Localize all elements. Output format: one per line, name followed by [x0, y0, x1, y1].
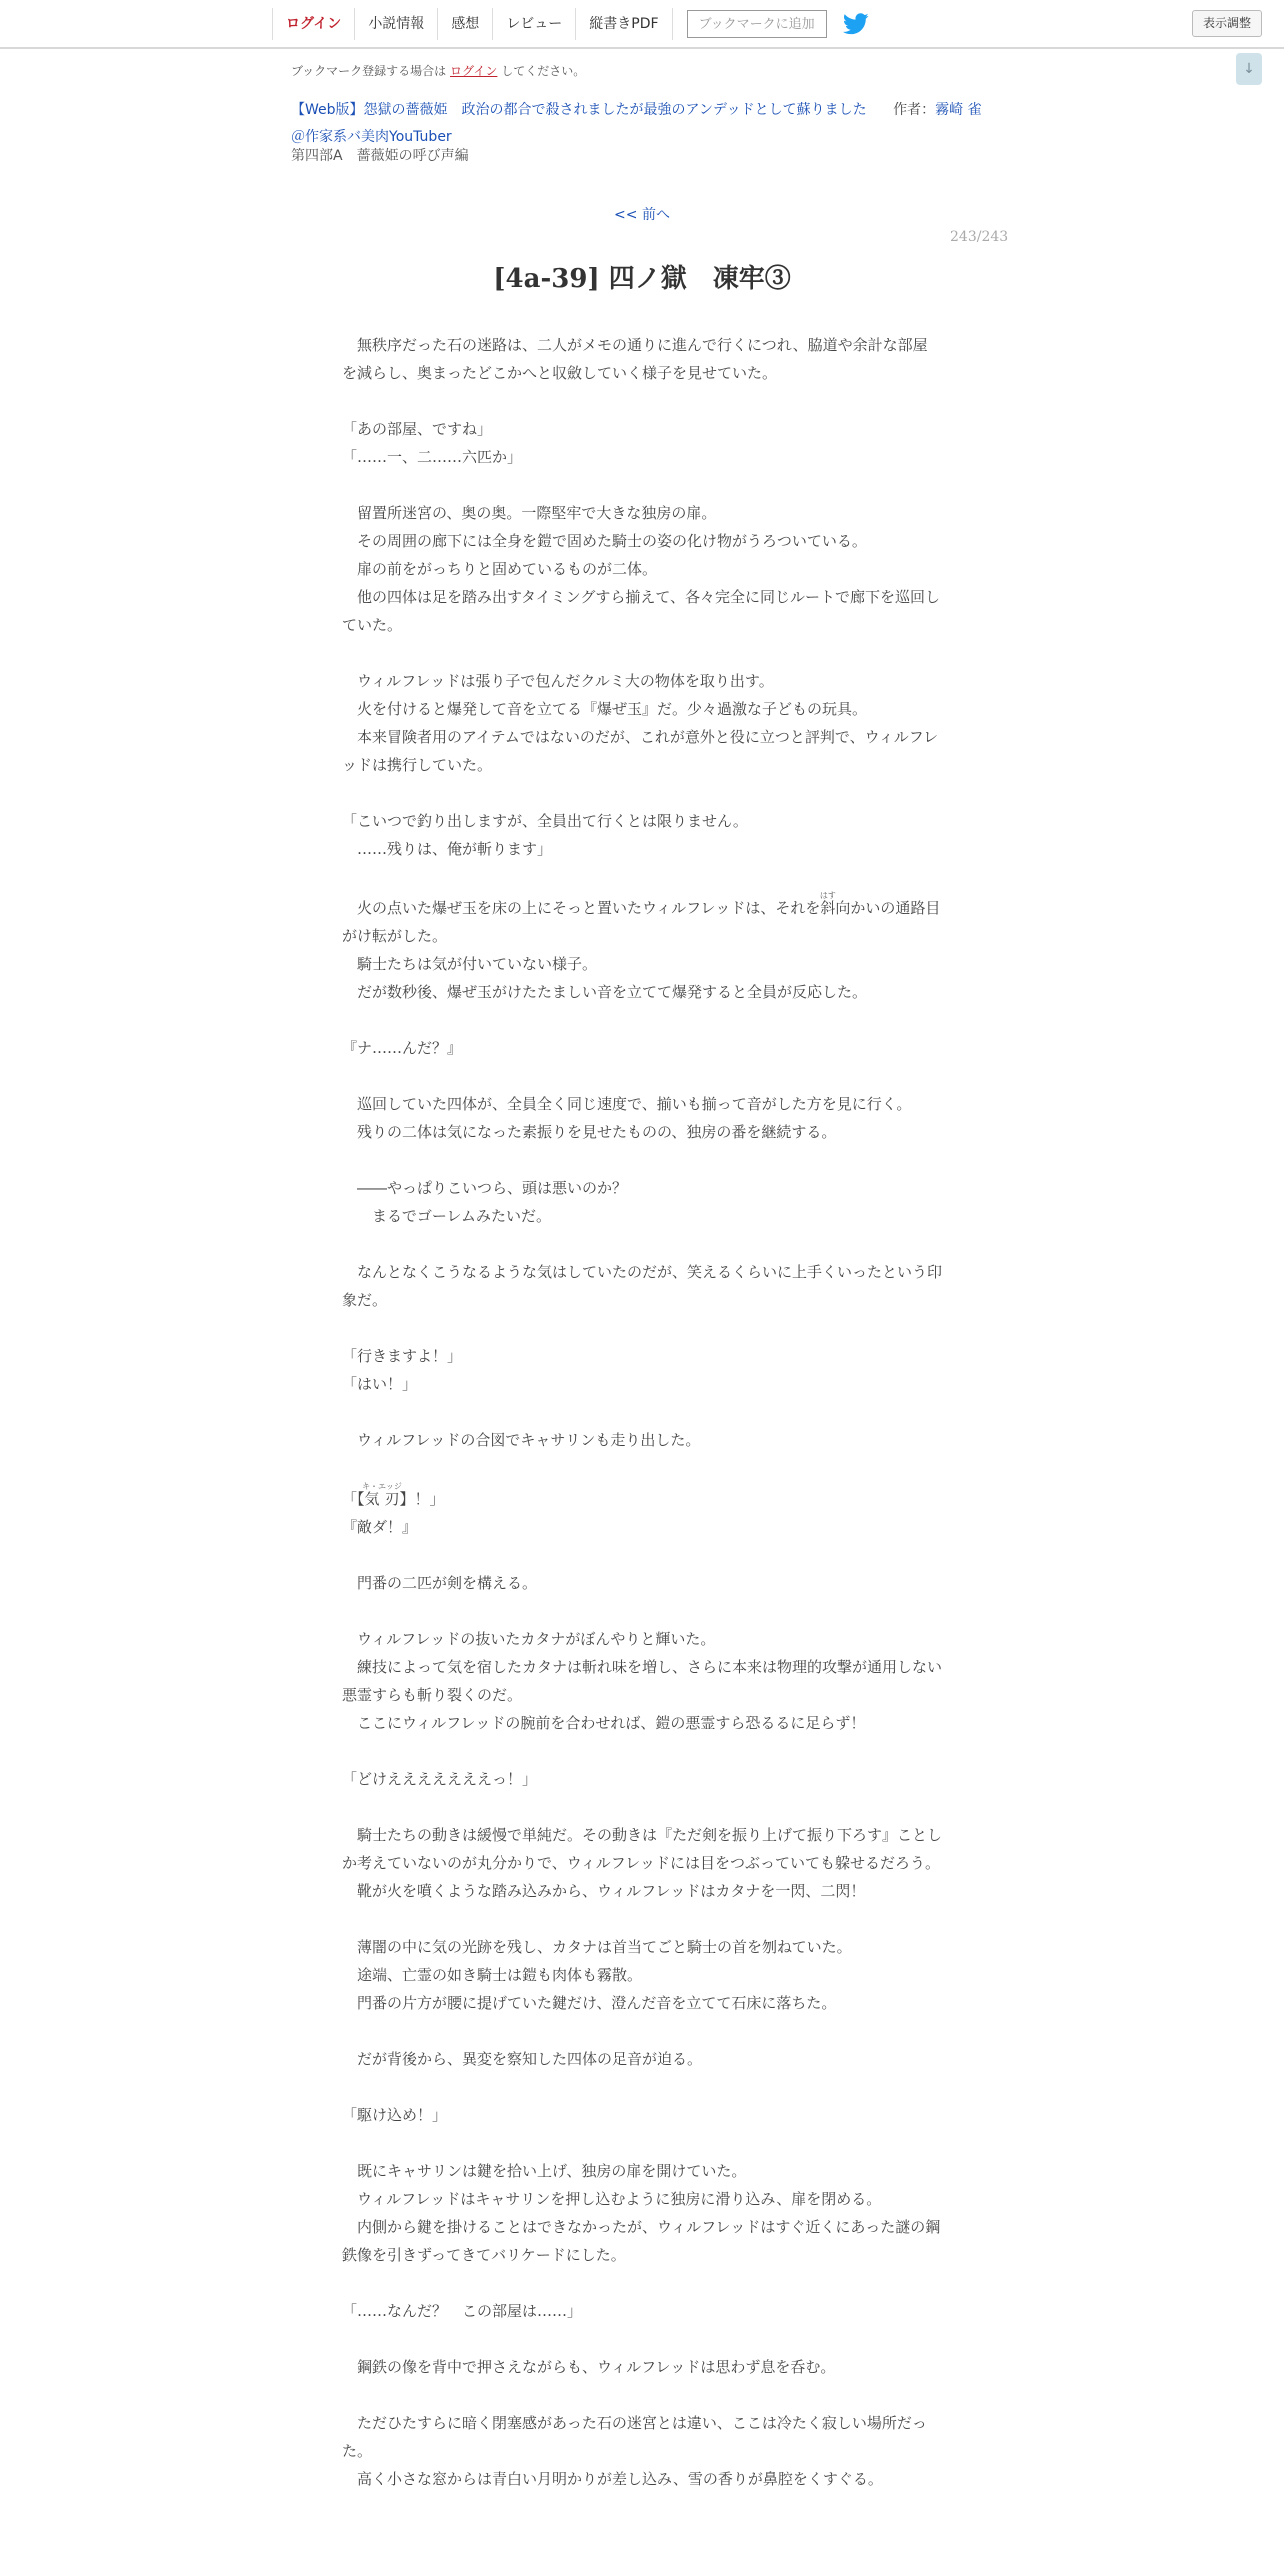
body-line: 鋼鉄の像を背中で押さえながらも、ウィルフレッドは思わず息を呑む。 — [342, 2358, 836, 2376]
blank-line — [342, 863, 942, 891]
blank-line — [342, 1454, 942, 1482]
body-line: 「駆け込め！」 — [342, 2106, 448, 2124]
body-line: ウィルフレッドはキャサリンを押し込むように独房に滑り込み、扉を閉める。 — [342, 2190, 882, 2208]
body-line: 『ナ……んだ？』 — [342, 1039, 463, 1057]
body-line: だが数秒後、爆ぜ玉がけたたましい音を立てて爆発すると全員が反応した。 — [342, 983, 868, 1001]
body-line: 「行きますよ！」 — [342, 1347, 463, 1365]
blank-line — [342, 2073, 942, 2101]
body-line: 「……なんだ？ この部屋は……」 — [342, 2302, 583, 2320]
body-line: 騎士たちは気が付いていない様子。 — [342, 955, 598, 973]
body-line: ――やっぱりこいつら、頭は悪いのか？ — [342, 1179, 628, 1197]
ruby-base: 気刃 — [362, 1490, 402, 1508]
novel-info — [291, 97, 1011, 151]
body-line: 内側から鍵を掛けることはできなかったが、ウィルフレッドはすぐ近くにあった謎の鋼鉄像を引きずってきてバリケードにした。 — [342, 2218, 941, 2264]
body-line: 『敵ダ！』 — [342, 1518, 418, 1536]
ruby-trail-text: 向かいの通路目がけ転がした。 — [342, 899, 941, 945]
body-line: 途端、亡霊の如き騎士は鎧も肉体も霧散。 — [342, 1966, 643, 1984]
blank-line — [342, 1314, 942, 1342]
body-line: 「こいつで釣り出しますが、全員出て行くとは限りません。 — [342, 812, 748, 830]
display-settings-button[interactable]: 表示調整 — [1192, 10, 1262, 37]
body-line: 靴が火を噴くような踏み込みから、ウィルフレッドはカタナを一閃、二閃！ — [342, 1882, 866, 1900]
chapter-group-title: 第四部A 薔薇姫の呼び声編 — [291, 148, 469, 164]
ruby-reading: はす — [819, 891, 836, 900]
body-line: なんとなくこうなるような気はしていたのだが、笑えるくらいに上手くいったという印象だ。 — [342, 1263, 943, 1309]
blank-line — [342, 2017, 942, 2045]
twitter-bird-icon[interactable] — [843, 13, 869, 35]
bookmark-note: ブックマーク登録する場合は ログイン してください。 — [291, 64, 586, 78]
body-line: 門番の片方が腰に提げていた鍵だけ、澄んだ音を立てて石床に落ちた。 — [342, 1994, 837, 2012]
blank-line — [342, 1597, 942, 1625]
body-line: 「……一、二……六匹か」 — [342, 448, 523, 466]
nav-novel-info[interactable]: 小説情報 — [354, 8, 437, 40]
author-label: 作者： — [893, 102, 936, 118]
prev-page-link[interactable]: << 前へ — [614, 207, 670, 223]
novel-title-link[interactable]: 【Web版】怨獄の薔薇姫 政治の都合で殺されましたが最強のアンデッドとして蘇りました — [291, 102, 867, 118]
body-line: 門番の二匹が剣を構える。 — [342, 1574, 538, 1592]
blank-line — [342, 2381, 942, 2409]
header-bar — [0, 0, 1284, 49]
blank-line — [342, 2325, 942, 2353]
nav-review[interactable]: レビュー — [492, 8, 575, 40]
ruby-lead-text: 火の点いた爆ぜ玉を床の上にそっと置いたウィルフレッドは、それを — [342, 899, 821, 917]
blank-line — [342, 1905, 942, 1933]
author-channel-link[interactable]: ＠作家系バ美肉YouTuber — [291, 129, 452, 145]
body-line — [342, 1482, 942, 1513]
body-line: まるでゴーレムみたいだ。 — [342, 1207, 551, 1225]
body-line: 扉の前をがっちりと固めているものが二体。 — [342, 560, 658, 578]
body-line — [342, 891, 942, 950]
blank-line — [342, 1062, 942, 1090]
ruby-lead-text: 「【 — [342, 1490, 365, 1508]
body-line: 薄闇の中に気の光跡を残し、カタナは首当てごと騎士の首を刎ねていた。 — [342, 1938, 852, 1956]
page-counter: 243/243 — [950, 229, 1009, 245]
blank-line — [342, 387, 942, 415]
blank-line — [342, 2129, 942, 2157]
body-line: 騎士たちの動きは緩慢で単純だ。その動きは『ただ剣を振り上げて振り下ろす』ことしか考えていないのが丸分かりで、ウィルフレッドには目をつぶっていても躱せるだろう。 — [342, 1826, 943, 1872]
blank-line — [342, 1793, 942, 1821]
nav-vertical-pdf[interactable]: 縦書きPDF — [575, 8, 672, 40]
body-line: 残りの二体は気になった素振りを見せたものの、独房の番を継続する。 — [342, 1123, 837, 1141]
body-line: 既にキャサリンは鍵を拾い上げ、独房の扉を開けていた。 — [342, 2162, 747, 2180]
body-line: 「どけえええええええっ！」 — [342, 1770, 538, 1788]
body-line: ウィルフレッドは張り子で包んだクルミ大の物体を取り出す。 — [342, 672, 774, 690]
body-line: ウィルフレッドの抜いたカタナがぼんやりと輝いた。 — [342, 1630, 716, 1648]
body-line: ……残りは、俺が斬ります」 — [342, 840, 553, 858]
body-line: 「あの部屋、ですね」 — [342, 420, 493, 438]
body-line: 他の四体は足を踏み出すタイミングすら揃えて、各々完全に同じルートで廊下を巡回していた。 — [342, 588, 941, 634]
body-line: 練技によって気を宿したカタナは斬れ味を増し、さらに本来は物理的攻撃が通用しない悪霊すらも斬り裂くのだ。 — [342, 1658, 943, 1704]
body-line: 高く小さな窓からは青白い月明かりが差し込み、雪の香りが鼻腔をくすぐる。 — [342, 2470, 883, 2488]
ruby-base: 斜 — [819, 899, 836, 917]
ruby-trail-text: 】！」 — [399, 1490, 445, 1508]
body-line: その周囲の廊下には全身を鎧で固めた騎士の姿の化け物がうろついている。 — [342, 532, 867, 550]
blank-line — [342, 639, 942, 667]
blank-line — [342, 779, 942, 807]
body-line: 留置所迷宮の、奥の奥。一際堅牢で大きな独房の扉。 — [342, 504, 717, 522]
ruby-annotation — [819, 891, 836, 917]
ruby-reading: キ・エッジ — [362, 1482, 402, 1491]
bookmark-login-link[interactable]: ログイン — [450, 64, 498, 78]
global-nav — [272, 8, 869, 40]
blank-line — [342, 1230, 942, 1258]
body-line: 火を付けると爆発して音を立てる『爆ぜ玉』だ。少々過激な子どもの玩具。 — [342, 700, 868, 718]
author-link[interactable]: 霧崎 雀 — [935, 102, 982, 118]
add-bookmark-button[interactable]: ブックマークに追加 — [687, 10, 827, 38]
body-line: だが背後から、異変を察知した四体の足音が迫る。 — [342, 2050, 703, 2068]
novel-body — [342, 331, 942, 2493]
blank-line — [342, 1398, 942, 1426]
body-line: ただひたすらに暗く閉塞感があった石の迷宮とは違い、ここは冷たく寂しい場所だった。 — [342, 2414, 927, 2460]
blank-line — [342, 1541, 942, 1569]
body-line: 「はい！」 — [342, 1375, 418, 1393]
blank-line — [342, 1737, 942, 1765]
body-line: 無秩序だった石の迷路は、二人がメモの通りに進んで行くにつれ、脇道や余計な部屋を減らし、奥まったどこかへと収斂していく様子を見せていた。 — [342, 336, 928, 382]
episode-title: [4a-39] 四ノ獄 凍牢③ — [493, 264, 791, 294]
body-line: 巡回していた四体が、全員全く同じ速度で、揃いも揃って音がした方を見に行く。 — [342, 1095, 912, 1113]
blank-line — [342, 2269, 942, 2297]
nav-impressions[interactable]: 感想 — [437, 8, 492, 40]
blank-line — [342, 1146, 942, 1174]
blank-line — [342, 471, 942, 499]
body-line: 本来冒険者用のアイテムではないのだが、これが意外と役に立つと評判で、ウィルフレッドは携行していた。 — [342, 728, 939, 774]
body-line: ここにウィルフレッドの腕前を合わせれば、鎧の悪霊すら恐るるに足らず！ — [342, 1714, 866, 1732]
body-line: ウィルフレッドの合図でキャサリンも走り出した。 — [342, 1431, 701, 1449]
blank-line — [342, 1006, 942, 1034]
scroll-down-icon[interactable]: ↓ — [1236, 53, 1262, 85]
ruby-annotation — [362, 1482, 402, 1508]
nav-login[interactable]: ログイン — [272, 8, 354, 40]
